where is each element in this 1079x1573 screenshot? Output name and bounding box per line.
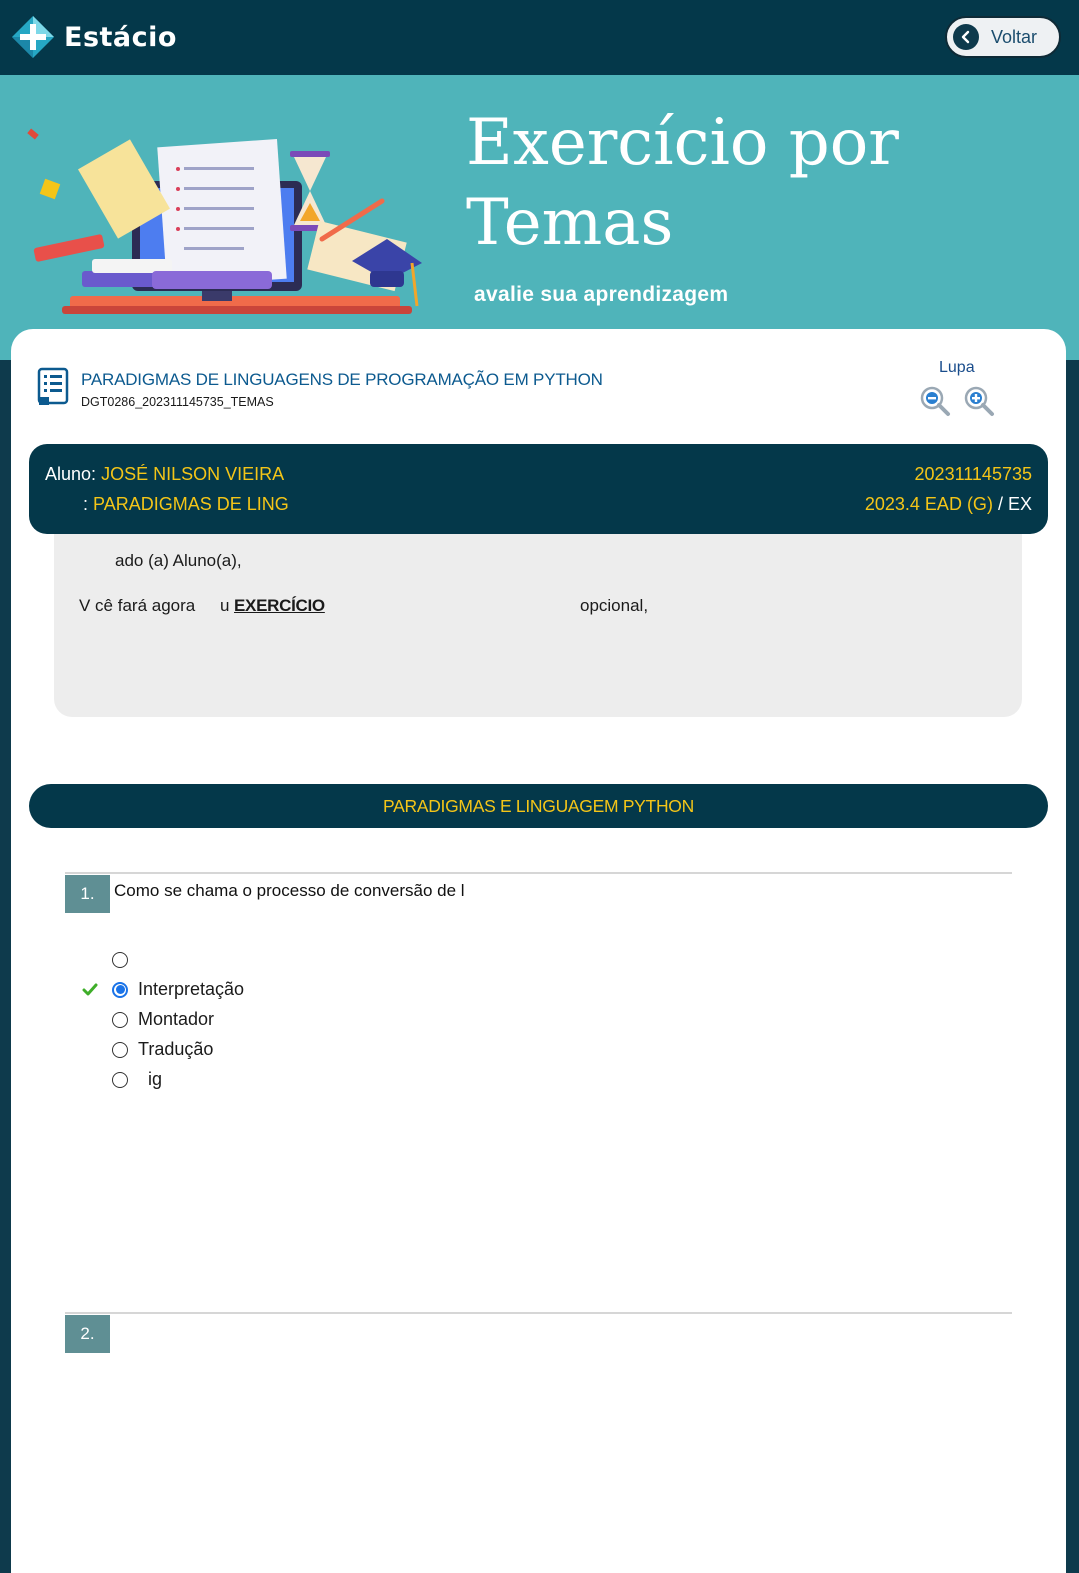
question-divider [65,872,1012,874]
answer-option[interactable] [112,1009,214,1030]
instructions-text-article: u [220,596,230,615]
exercise-type: EX [1007,494,1032,514]
exercise-link[interactable]: EXERCÍCIO [234,596,325,615]
greeting-text: ado (a) Aluno(a), [115,551,242,570]
question-number: 1. [65,875,110,913]
option-label: Montador [138,1009,215,1029]
estacio-logo-icon [10,14,56,60]
radio-button[interactable] [112,952,128,968]
option-label: Interpretação [138,979,245,999]
answer-option[interactable] [112,1069,162,1090]
term-value: 2023.4 EAD (G) [864,494,993,514]
student-name-row [45,464,284,485]
zoom-in-icon[interactable] [963,385,995,417]
radio-button[interactable] [112,1012,128,1028]
radio-button[interactable] [112,1072,128,1088]
main-card [11,329,1066,1573]
student-id: 202311145735 [914,464,1032,484]
course-title: PARADIGMAS DE LINGUAGENS DE PROGRAMAÇÃO EM PYTHON [81,370,603,389]
option-label: ig [138,1069,163,1089]
discipline-label: : [83,494,89,514]
discipline-row [83,494,289,515]
term-row [865,494,1032,515]
question-text: Como se chama o processo de conversão de l [114,881,465,900]
brand-name: Estácio [64,21,177,53]
banner-title: Exercício por Temas [466,106,899,260]
zoom-out-icon[interactable] [919,385,951,417]
question-number: 2. [65,1315,110,1353]
instructions-box [54,534,1022,717]
question-divider [65,1312,1012,1314]
term-separator: / [997,494,1003,514]
radio-button-selected[interactable] [112,982,128,998]
hero-banner [0,75,1079,360]
back-button-label: Voltar [991,26,1038,47]
section-header [29,784,1048,828]
instructions-text-start: V cê fará agora [79,596,196,615]
checkmark-icon [82,983,98,997]
discipline-name: PARADIGMAS DE LING [93,494,289,514]
student-name: JOSÉ NILSON VIEIRA [101,464,285,484]
chevron-left-icon [953,24,979,50]
banner-subtitle: avalie sua aprendizagem [474,283,729,306]
student-info-bar [29,444,1048,534]
answer-option[interactable] [112,1039,213,1060]
magnifier-label: Lupa [939,359,975,376]
course-code: DGT0286_202311145735_TEMAS [81,395,274,409]
option-label: Tradução [138,1039,214,1059]
answer-option[interactable] [112,952,138,968]
back-button[interactable] [945,16,1061,58]
document-list-icon [37,367,71,407]
study-illustration [22,121,442,351]
radio-button[interactable] [112,1042,128,1058]
brand-logo[interactable] [10,14,177,60]
student-label: Aluno: [45,464,97,484]
answer-option-selected[interactable] [112,979,244,1000]
section-title: PARADIGMAS E LINGUAGEM PYTHON [383,795,694,816]
instructions-text-end: opcional, [580,596,649,615]
top-bar [0,0,1079,75]
